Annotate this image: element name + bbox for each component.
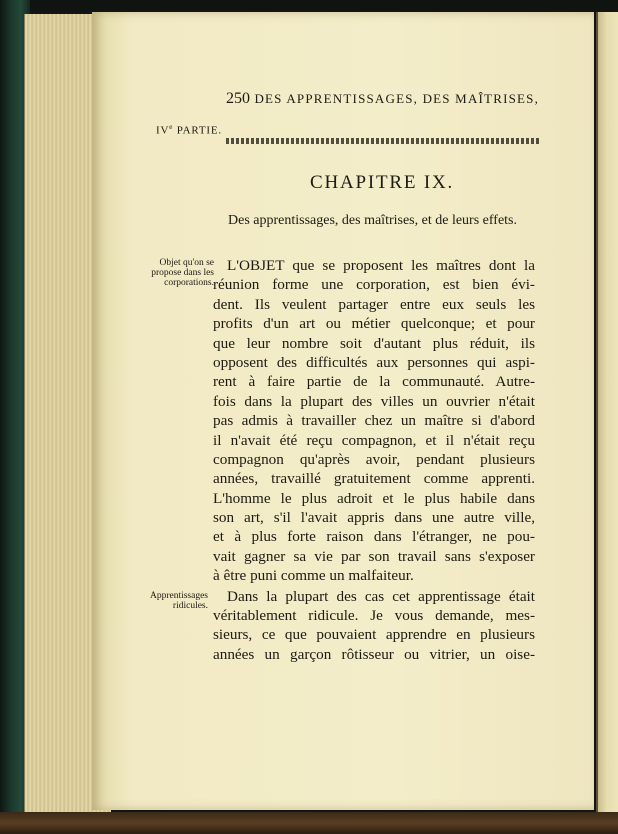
text-line: pas admis à travailler chez un maître si d'abord xyxy=(213,412,535,430)
book-cover-top xyxy=(0,0,618,10)
page-number: 250 xyxy=(226,90,250,107)
text-line: années un garçon rôtisseur ou vitrier, un oise- xyxy=(213,645,535,663)
part-label-text: PARTIE. xyxy=(176,124,222,137)
text-line: sieurs, ce que pouvaient apprendre en plusieurs xyxy=(213,626,535,644)
text-line: profits d'un art ou métier quelconque; et pour xyxy=(213,315,535,333)
text-line: L'homme le plus adroit et le plus habile dans xyxy=(213,489,535,507)
text-line: L'OBJET que se proposent les maîtres dont la xyxy=(227,257,535,274)
text-line: son art, s'il l'avait appris dans une autre ville, xyxy=(213,509,535,527)
part-number-suffix: e xyxy=(169,123,174,131)
text-line: à être puni comme un malfaiteur. xyxy=(213,567,414,585)
text-line: véritablement ridicule. Je vous demande, mes- xyxy=(213,607,535,625)
text-line: et à plus forte raison dans l'étranger, ne pou- xyxy=(213,528,535,546)
text-line: années, travaillé gratuitement comme apprenti. xyxy=(213,470,535,488)
marginal-note: Apprentissages ridicules. xyxy=(149,591,208,611)
text-line: rent à faire partie de la communauté. Autre- xyxy=(213,373,535,391)
text-line: compagnon qu'après avoir, pendant plusieurs xyxy=(213,450,535,468)
part-label xyxy=(156,123,222,137)
book-page xyxy=(92,12,594,810)
part-number: IV xyxy=(156,124,170,137)
decorative-rule xyxy=(226,138,540,144)
book-cover-bottom xyxy=(0,812,618,834)
text-line: il n'avait été reçu compagnon, et il n'était reçu xyxy=(213,431,535,449)
running-title: DES APPRENTISSAGES, DES MAÎTRISES, xyxy=(254,91,540,106)
text-line: réunion forme une corporation, est bien évi- xyxy=(213,276,535,294)
text-line: opposent des difficultés aux personnes qui aspi- xyxy=(213,353,535,371)
facing-page-edge xyxy=(596,12,618,812)
text-line: fois dans la plupart des villes un ouvrier n'était xyxy=(213,392,535,410)
text-line: dent. Ils veulent partager entre eux seuls les xyxy=(213,295,535,313)
marginal-note: Objet qu'on se propose dans les corporations. xyxy=(151,258,214,288)
running-head xyxy=(226,90,540,108)
text-line: que leur nombre soit d'autant plus réduit, ils xyxy=(213,334,535,352)
body-text xyxy=(213,256,535,664)
chapter-title: CHAPITRE IX. xyxy=(310,172,455,193)
text-line: vait gagner sa vie par son travail sans s'exposer xyxy=(213,547,535,565)
text-line: Dans la plupart des cas cet apprentissage était xyxy=(227,587,535,605)
chapter-subtitle: Des apprentissages, des maîtrises, et de leurs effets. xyxy=(228,213,517,228)
